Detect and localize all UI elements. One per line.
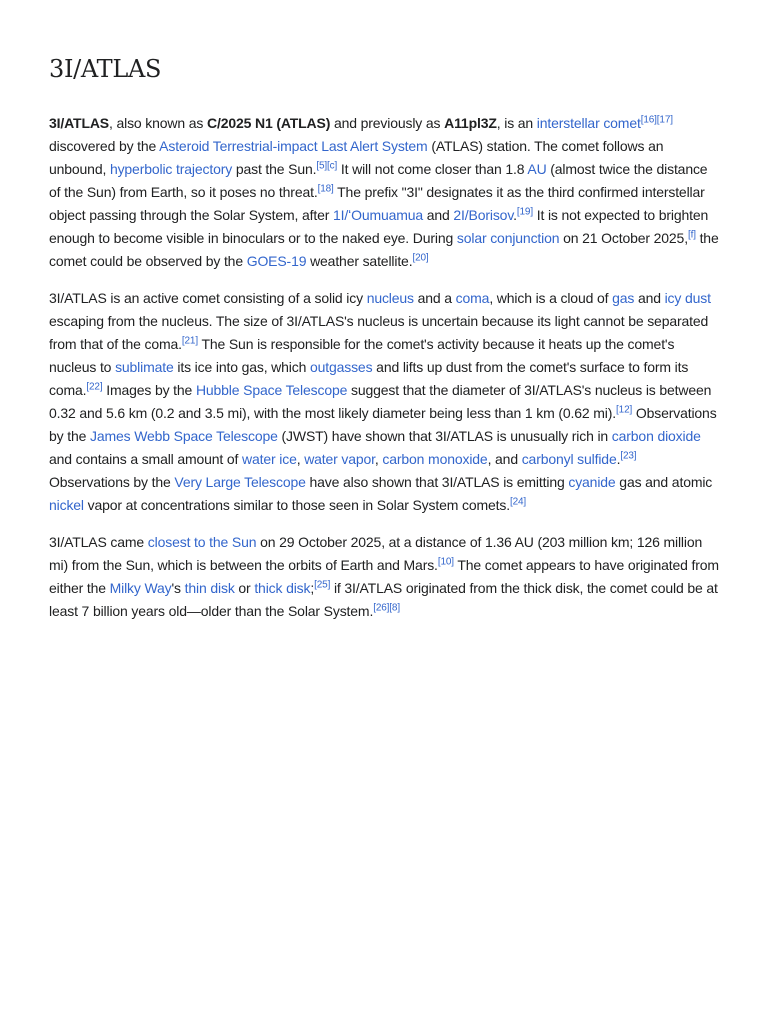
text: and contains a small amount of (49, 451, 243, 467)
citation-17[interactable]: [17] (656, 114, 673, 126)
citation-23[interactable]: [23] (620, 450, 637, 462)
text: , and (487, 451, 522, 467)
text: and (634, 290, 665, 306)
link-thin-disk[interactable]: thin disk (184, 580, 235, 596)
link-coma[interactable]: coma (455, 290, 490, 306)
text: past the Sun. (232, 161, 317, 177)
text: , is an (496, 115, 537, 131)
link-hyperbolic-trajectory[interactable]: hyperbolic trajectory (109, 161, 233, 177)
citation-10[interactable]: [10] (437, 556, 454, 568)
paragraph-trajectory (49, 531, 719, 623)
citation-21[interactable]: [21] (181, 335, 198, 347)
text: escaping from the nucleus. The size of 3I/ATLAS's nucleus is uncertain because its light cannot be separated from that of the coma. (49, 313, 709, 352)
citation-18[interactable]: [18] (317, 183, 334, 195)
link-solar-conjunction[interactable]: solar conjunction (456, 230, 560, 246)
link-thick-disk[interactable]: thick disk (254, 580, 311, 596)
link-cyanide[interactable]: cyanide (568, 474, 616, 490)
citation-5[interactable]: [5] (316, 160, 328, 172)
link-nucleus[interactable]: nucleus (366, 290, 414, 306)
text: and lifts up dust from the comet's surface to form its coma. (49, 359, 689, 398)
text: (almost twice the distance of the Sun) from Earth, so it poses no threat. (49, 161, 708, 200)
text: Images by the (102, 382, 196, 398)
text: weather satellite. (306, 253, 413, 269)
bold-term: C/2025 N1 (ATLAS) (207, 115, 331, 131)
text: and (423, 207, 454, 223)
text: gas and atomic (615, 474, 713, 490)
citation-12[interactable]: [12] (616, 404, 633, 416)
text: vapor at concentrations similar to those seen in Solar System comets. (83, 497, 510, 513)
text: Observations by the (49, 405, 717, 444)
link-closest-to-sun[interactable]: closest to the Sun (147, 534, 257, 550)
text: or (234, 580, 255, 596)
link-icy-dust[interactable]: icy dust (664, 290, 711, 306)
text: , (296, 451, 305, 467)
citation-26[interactable]: [26] (373, 602, 390, 614)
text: The prefix "3I" designates it as the third confirmed interstellar object passing through the Solar System, after (49, 184, 705, 223)
citation-19[interactable]: [19] (516, 206, 533, 218)
text: discovered by the (49, 138, 160, 154)
text: ; (310, 580, 315, 596)
link-hubble[interactable]: Hubble Space Telescope (195, 382, 348, 398)
text: The comet appears to have originated from either the (49, 557, 719, 596)
text: on 29 October 2025, at a distance of 1.36 AU (203 million km; 126 million mi) from the Sun, which is between the orbits of Earth and Mars. (49, 534, 703, 573)
link-nickel[interactable]: nickel (49, 497, 84, 513)
bold-term: A11pl3Z (444, 115, 497, 131)
text: It will not come closer than 1.8 (337, 161, 528, 177)
link-milky-way[interactable]: Milky Way (109, 580, 172, 596)
link-carbon-monoxide[interactable]: carbon monoxide (382, 451, 488, 467)
note-f[interactable]: [f] (687, 229, 696, 241)
text: the comet could be observed by the (49, 230, 719, 269)
link-goes-19[interactable]: GOES-19 (246, 253, 307, 269)
link-very-large-telescope[interactable]: Very Large Telescope (174, 474, 306, 490)
text: , (374, 451, 383, 467)
citation-22[interactable]: [22] (86, 381, 103, 393)
link-atlas-system[interactable]: Asteroid Terrestrial-impact Last Alert System (159, 138, 428, 154)
text: 3I/ATLAS came (49, 534, 148, 550)
link-gas[interactable]: gas (612, 290, 635, 306)
page-title: 3I/ATLAS (49, 55, 162, 83)
citation-25[interactable]: [25] (314, 579, 331, 591)
text: suggest that the diameter of 3I/ATLAS's nucleus is between 0.32 and 5.6 km (0.2 and 3.5 mi), with the most likely diameter being less than 1 km (0.62 mi). (49, 382, 712, 421)
text: if 3I/ATLAS originated from the thick disk, the comet could be at least 7 billion years old—older than the Solar System. (49, 580, 718, 619)
note-c[interactable]: [c] (327, 160, 338, 172)
text: 's (171, 580, 185, 596)
text: , also known as (109, 115, 207, 131)
citation-20[interactable]: [20] (412, 252, 429, 264)
link-borisov[interactable]: 2I/Borisov (453, 207, 514, 223)
link-water-vapor[interactable]: water vapor (304, 451, 375, 467)
paragraph-characteristics (49, 287, 719, 517)
link-carbon-dioxide[interactable]: carbon dioxide (611, 428, 701, 444)
citation-16[interactable]: [16] (640, 114, 657, 126)
text: (JWST) have shown that 3I/ATLAS is unusually rich in (277, 428, 612, 444)
text: and previously as (330, 115, 445, 131)
link-sublimate[interactable]: sublimate (115, 359, 174, 375)
link-outgasses[interactable]: outgasses (309, 359, 373, 375)
citation-24[interactable]: [24] (509, 496, 527, 508)
link-carbonyl-sulfide[interactable]: carbonyl sulfide (521, 451, 617, 467)
text: 3I/ATLAS is an active comet consisting of a solid icy (49, 290, 367, 306)
text: Observations by the (49, 474, 175, 490)
text: have also shown that 3I/ATLAS is emitting (305, 474, 569, 490)
text: It is not expected to brighten enough to become visible in binoculars or to the naked eye. During (49, 207, 709, 246)
link-water-ice[interactable]: water ice (242, 451, 297, 467)
bold-term: 3I/ATLAS (49, 115, 109, 131)
text: . (513, 207, 517, 223)
citation-8[interactable]: [8] (389, 602, 400, 614)
link-oumuamua[interactable]: 1I/ʻOumuamua (333, 207, 424, 223)
text: on 21 October 2025, (559, 230, 688, 246)
text: and a (413, 290, 456, 306)
text: The Sun is responsible for the comet's activity because it heats up the comet's nucleus to (49, 336, 675, 375)
text: . (616, 451, 621, 467)
link-interstellar-comet[interactable]: interstellar comet (536, 115, 641, 131)
paragraph-intro (49, 112, 719, 273)
text: (ATLAS) station. The comet follows an unbound, (49, 138, 664, 177)
text: , which is a cloud of (489, 290, 613, 306)
link-jwst[interactable]: James Webb Space Telescope (89, 428, 278, 444)
text: its ice into gas, which (173, 359, 310, 375)
link-au[interactable]: AU (527, 161, 547, 177)
